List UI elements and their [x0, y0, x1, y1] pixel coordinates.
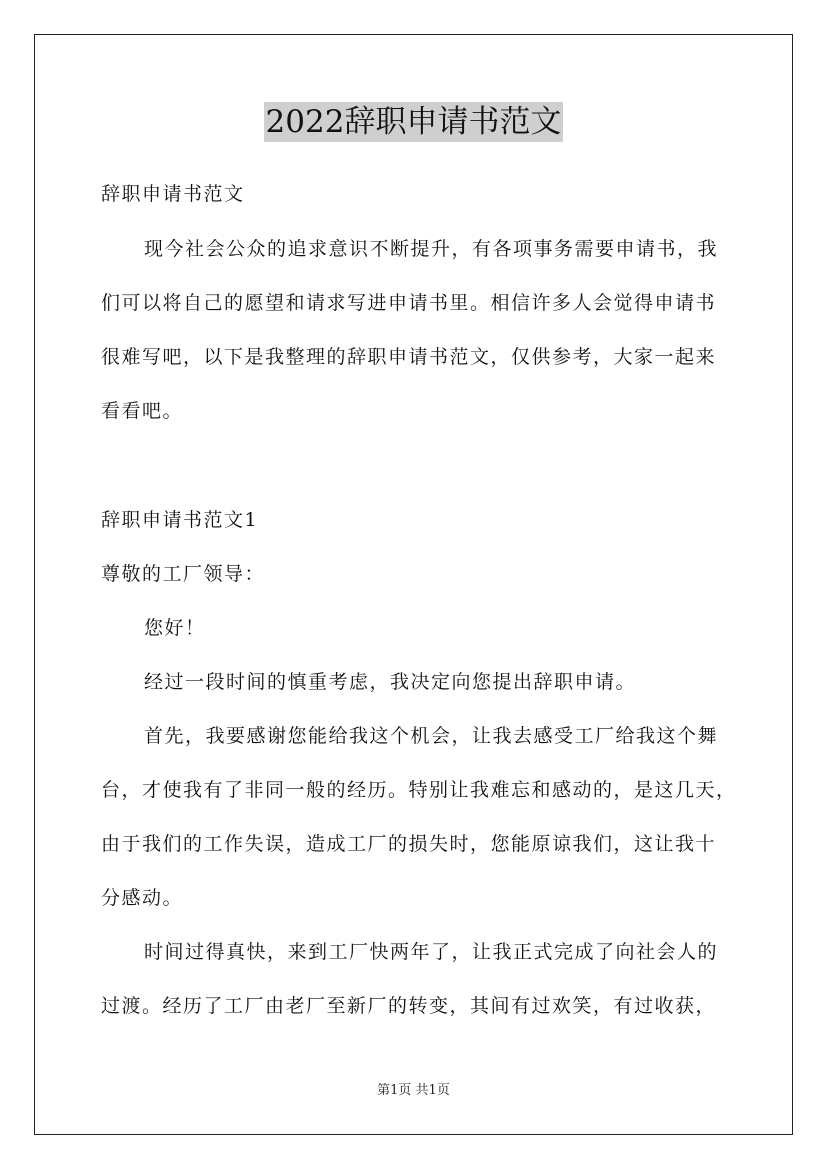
document-title: 2022辞职申请书范文	[265, 104, 562, 140]
section-heading: 辞职申请书范文1	[101, 509, 259, 531]
paragraph-line: 由于我们的工作失误，造成工厂的损失时，您能原谅我们，这让我十	[101, 833, 717, 855]
paragraph-line: 台，才使我有了非同一般的经历。特别让我难忘和感动的，是这几天，	[101, 779, 737, 801]
salutation: 尊敬的工厂领导：	[101, 563, 266, 585]
paragraph-line: 过渡。经历了工厂由老厂至新厂的转变，其间有过欢笑，有过收获，	[101, 995, 717, 1017]
paragraph-line: 现今社会公众的追求意识不断提升，有各项事务需要申请书，我	[144, 238, 719, 260]
paragraph-line: 看看吧。	[101, 400, 184, 422]
paragraph-line: 分感动。	[101, 887, 184, 909]
paragraph-line: 首先，我要感谢您能给我这个机会，让我去感受工厂给我这个舞	[144, 725, 719, 747]
paragraph-line: 很难写吧，以下是我整理的辞职申请书范文，仅供参考，大家一起来	[101, 346, 717, 368]
paragraph-line: 们可以将自己的愿望和请求写进申请书里。相信许多人会觉得申请书	[101, 292, 717, 314]
paragraph-line: 经过一段时间的慎重考虑，我决定向您提出辞职申请。	[144, 671, 637, 693]
greeting: 您好！	[144, 617, 206, 639]
title-container	[0, 102, 827, 142]
intro-heading: 辞职申请书范文	[101, 183, 245, 205]
page-number-footer: 第1页 共1页	[377, 1083, 450, 1098]
paragraph-line: 时间过得真快，来到工厂快两年了，让我正式完成了向社会人的	[144, 941, 719, 963]
